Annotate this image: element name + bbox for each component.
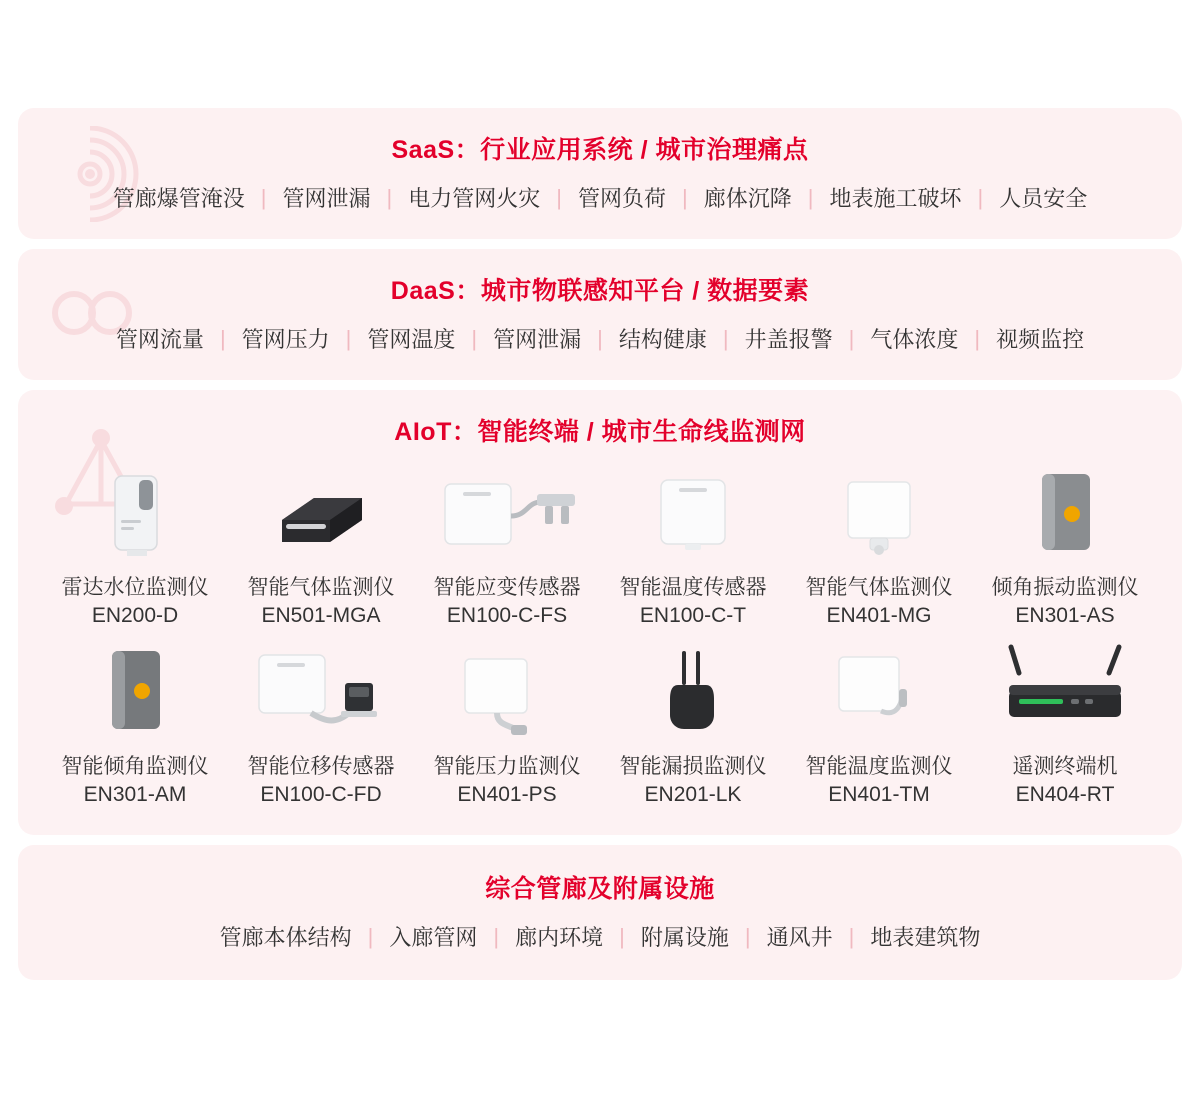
chip-item[interactable]: 管廊本体结构 [219,925,352,951]
chip-item[interactable]: 廊内环境 [515,925,604,951]
chip-row-saas [18,172,1182,239]
device-card[interactable] [600,458,786,631]
layer-stack [18,108,1182,980]
device-model: EN200-D [91,604,179,628]
radar-level-device-icon [75,458,195,566]
tilt-vibration-device-icon [1010,458,1120,566]
band-title-infrastructure: 综合管廊及附属设施 [485,875,715,904]
chip-item[interactable]: 管网泄漏 [282,186,371,211]
device-card[interactable] [42,637,228,810]
device-card[interactable] [786,637,972,810]
device-model: EN401-PS [457,783,557,807]
chip-item[interactable]: 结构健康 [618,327,707,352]
band-daas [18,249,1182,380]
band-title-prefix: SaaS： [391,136,481,164]
chip-item[interactable]: 管网温度 [367,327,456,352]
device-card[interactable] [228,637,414,810]
chip-separator: | [386,184,393,210]
chip-separator: | [619,923,625,949]
chip-separator: | [848,923,855,949]
chip-item[interactable]: 地表施工破坏 [829,186,962,211]
displacement-sensor-device-icon [241,637,401,745]
device-name: 智能气体监测仪 [805,576,953,599]
chip-separator: | [556,184,562,210]
device-name: 智能位移传感器 [247,754,395,778]
chip-separator: | [219,325,226,351]
device-model: EN301-AS [1015,604,1115,628]
device-model: EN501-MGA [261,604,381,628]
chip-item[interactable]: 人员安全 [999,186,1088,211]
device-model: EN100-C-FS [446,604,568,628]
band-title-prefix: DaaS： [390,277,481,305]
chip-item[interactable]: 廊体沉降 [703,186,792,211]
device-model: EN100-C-T [639,604,747,628]
chip-item[interactable]: 视频监控 [996,327,1085,352]
device-name: 智能应变传感器 [433,576,581,599]
chip-item[interactable]: 井盖报警 [744,327,833,352]
device-name: 雷达水位监测仪 [61,576,209,599]
device-card[interactable] [414,637,600,810]
chip-item[interactable]: 管网负荷 [577,186,666,211]
chip-separator: | [367,923,374,949]
chip-item[interactable]: 通风井 [766,925,833,951]
chip-separator: | [977,184,984,210]
band-title-saas [18,108,1182,172]
band-aiot [18,390,1182,835]
chip-item[interactable]: 附属设施 [640,925,729,951]
band-title-main: 城市物联感知平台 / 数据要素 [480,277,810,305]
chip-item[interactable]: 管网流量 [115,327,204,352]
device-grid [18,454,1182,835]
tilt-device-icon [80,637,190,745]
chip-item[interactable]: 入廊管网 [389,925,478,951]
band-title-main: 行业应用系统 / 城市治理痛点 [480,136,809,164]
device-model: EN401-MG [826,604,932,628]
device-name: 智能倾角监测仪 [61,754,209,778]
device-card[interactable] [972,458,1158,631]
device-card[interactable] [972,637,1158,810]
chip-item[interactable]: 管网压力 [241,327,330,352]
rtu-router-device-icon [985,637,1145,745]
device-model: EN404-RT [1015,783,1115,807]
gas-monitor-device-icon [256,458,386,566]
chip-separator: | [807,184,814,210]
band-title-prefix: AIoT： [394,418,478,446]
chip-separator: | [260,184,267,210]
strain-sensor-device-icon [427,458,587,566]
pressure-device-icon [437,637,577,745]
device-model: EN201-LK [644,783,742,807]
leak-detector-device-icon [638,637,748,745]
chip-separator: | [493,923,500,949]
device-card[interactable] [42,458,228,631]
chip-item[interactable]: 管网泄漏 [493,327,582,352]
device-name: 遥测终端机 [1012,754,1118,778]
chip-separator: | [471,325,478,351]
chip-row-infrastructure [18,911,1182,980]
device-card[interactable] [600,637,786,810]
chip-separator: | [682,184,688,210]
chip-item[interactable]: 地表建筑物 [870,925,981,951]
chip-separator: | [848,325,855,351]
chip-separator: | [722,325,729,351]
band-infrastructure [18,845,1182,980]
band-title-daas [18,249,1182,313]
device-model: EN401-TM [828,783,930,807]
device-name: 智能温度传感器 [619,576,767,599]
chip-separator: | [974,325,981,351]
device-name: 智能温度监测仪 [805,754,953,778]
device-model: EN100-C-FD [260,783,382,807]
chip-separator: | [597,325,603,351]
device-model: EN301-AM [83,783,187,807]
chip-separator: | [345,325,352,351]
device-name: 智能气体监测仪 [247,576,395,599]
band-title-aiot [18,390,1182,454]
chip-item[interactable]: 气体浓度 [870,327,959,352]
chip-separator: | [744,923,751,949]
band-saas [18,108,1182,239]
device-name: 智能漏损监测仪 [619,754,767,778]
device-name: 智能压力监测仪 [433,754,581,778]
device-card[interactable] [228,458,414,631]
gas-box-device-icon [814,458,944,566]
device-name: 倾角振动监测仪 [991,576,1139,599]
band-title-main: 智能终端 / 城市生命线监测网 [477,418,806,446]
chip-item[interactable]: 管廊爆管淹没 [112,186,245,211]
device-card[interactable] [414,458,600,631]
temperature-monitor-device-icon [809,637,949,745]
chip-row-daas [18,313,1182,380]
temperature-sensor-device-icon [633,458,753,566]
device-card[interactable] [786,458,972,631]
chip-item[interactable]: 电力管网火灾 [408,186,541,211]
